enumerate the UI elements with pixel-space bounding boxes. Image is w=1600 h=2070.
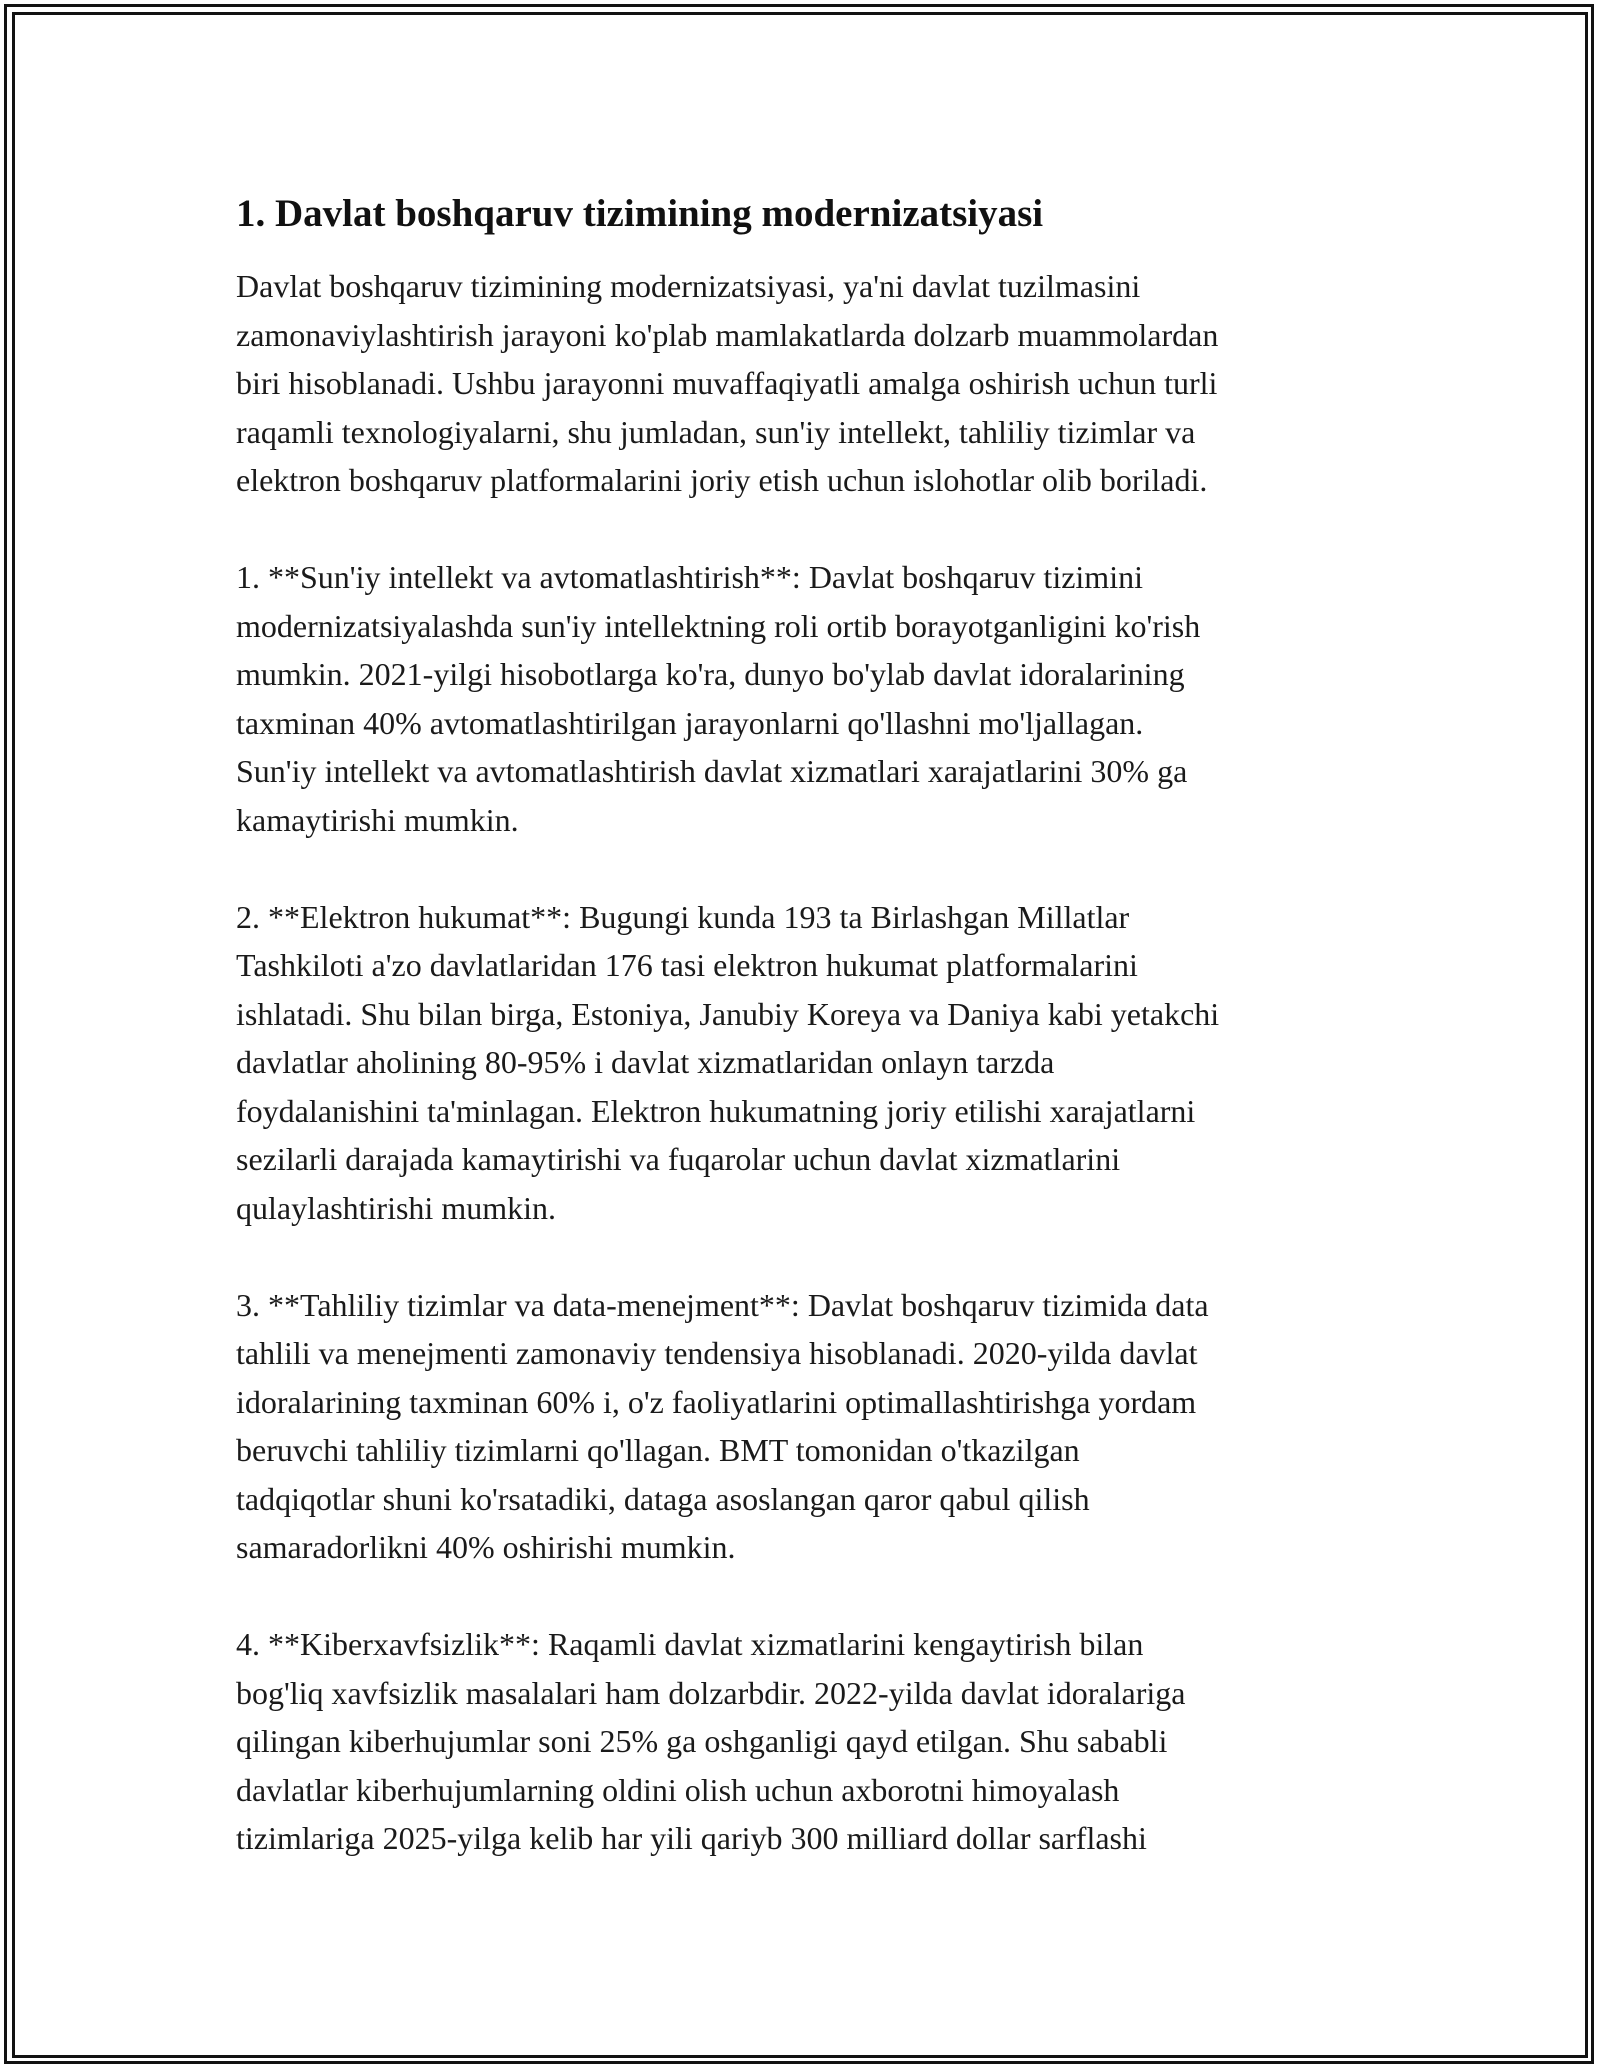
paragraph-line: davlatlar kiberhujumlarning oldini olish uchun axborotni himoyalash: [236, 1771, 1120, 1808]
paragraph-line: tadqiqotlar shuni ko'rsatadiki, dataga asoslangan qaror qabul qilish: [236, 1480, 1090, 1517]
paragraph-line: Sun'iy intellekt va avtomatlashtirish davlat xizmatlari xarajatlarini 30% ga: [236, 753, 1188, 789]
paragraph-2: [236, 553, 1376, 844]
paragraph-line: zamonaviylashtirish jarayoni ko'plab mamlakatlarda dolzarb muammolardan: [236, 316, 1219, 353]
paragraph-line: mumkin. 2021-yilgi hisobotlarga ko'ra, dunyo bo'ylab davlat idoralarining: [236, 656, 1185, 692]
paragraph-line: raqamli texnologiyalarni, shu jumladan, sun'iy intellekt, tahliliy tizimlar va: [236, 413, 1196, 450]
paragraph-line: idoralarining taxminan 60% i, o'z faoliyatlarini optimallashtirishga yordam: [236, 1383, 1197, 1420]
paragraph-line: elektron boshqaruv platformalarini joriy etish uchun islohotlar olib boriladi.: [236, 462, 1208, 498]
paragraph-line: 4. **Kiberxavfsizlik**: Raqamli davlat xizmatlarini kengaytirish bilan: [236, 1626, 1144, 1662]
paragraph-line: samaradorlikni 40% oshirishi mumkin.: [236, 1529, 736, 1565]
paragraph-line: biri hisoblanadi. Ushbu jarayonni muvaffaqiyatli amalga oshirish uchun turli: [236, 365, 1218, 401]
paragraph-line: davlatlar aholining 80-95% i davlat xizmatlaridan onlayn tarzda: [236, 1044, 1055, 1080]
paragraph-5: [236, 1620, 1376, 1863]
paragraph-3: [236, 893, 1376, 1233]
paragraph-line: beruvchi tahliliy tizimlarni qo'llagan. BMT tomonidan o'tkazilgan: [236, 1432, 1080, 1468]
paragraph-4: [236, 1281, 1376, 1572]
paragraph-line: bog'liq xavfsizlik masalalari ham dolzarbdir. 2022-yilda davlat idoralariga: [236, 1674, 1186, 1711]
paragraph-line: ishlatadi. Shu bilan birga, Estoniya, Janubiy Koreya va Daniya kabi yetakchi: [236, 995, 1220, 1032]
paragraph-line: taxminan 40% avtomatlashtirilgan jarayonlarni qo'llashni mo'ljallagan.: [236, 704, 1144, 741]
paragraph-line: sezilarli darajada kamaytirishi va fuqarolar uchun davlat xizmatlarini: [236, 1141, 1121, 1177]
paragraph-line: tahlili va menejmenti zamonaviy tendensiya hisoblanadi. 2020-yilda davlat: [236, 1335, 1198, 1371]
paragraph-line: 1. **Sun'iy intellekt va avtomatlashtirish**: Davlat boshqaruv tizimini: [236, 559, 1143, 595]
document-page: [236, 180, 1376, 1911]
paragraph-line: Tashkiloti a'zo davlatlaridan 176 tasi elektron hukumat platformalarini: [236, 947, 1138, 983]
paragraph-line: kamaytirishi mumkin.: [236, 801, 519, 838]
document-body: [236, 262, 1376, 1863]
paragraph-line: 2. **Elektron hukumat**: Bugungi kunda 193 ta Birlashgan Millatlar: [236, 898, 1130, 935]
paragraph-line: 3. **Tahliliy tizimlar va data-menejment**: Davlat boshqaruv tizimida data: [236, 1286, 1209, 1323]
section-title: 1. Davlat boshqaruv tizimining modernizatsiyasi: [236, 192, 1044, 235]
paragraph-line: Davlat boshqaruv tizimining modernizatsiyasi, ya'ni davlat tuzilmasini: [236, 268, 1141, 304]
paragraph-line: qulaylashtirishi mumkin.: [236, 1189, 556, 1226]
paragraph-line: qilingan kiberhujumlar soni 25% ga oshganligi qayd etilgan. Shu sababli: [236, 1723, 1168, 1759]
paragraph-1: [236, 262, 1376, 505]
paragraph-line: foydalanishini ta'minlagan. Elektron hukumatning joriy etilishi xarajatlarni: [236, 1092, 1196, 1129]
paragraph-line: modernizatsiyalashda sun'iy intellektning roli ortib borayotganligini ko'rish: [236, 607, 1201, 644]
paragraph-line: tizimlariga 2025-yilga kelib har yili qariyb 300 milliard dollar sarflashi: [236, 1820, 1147, 1856]
